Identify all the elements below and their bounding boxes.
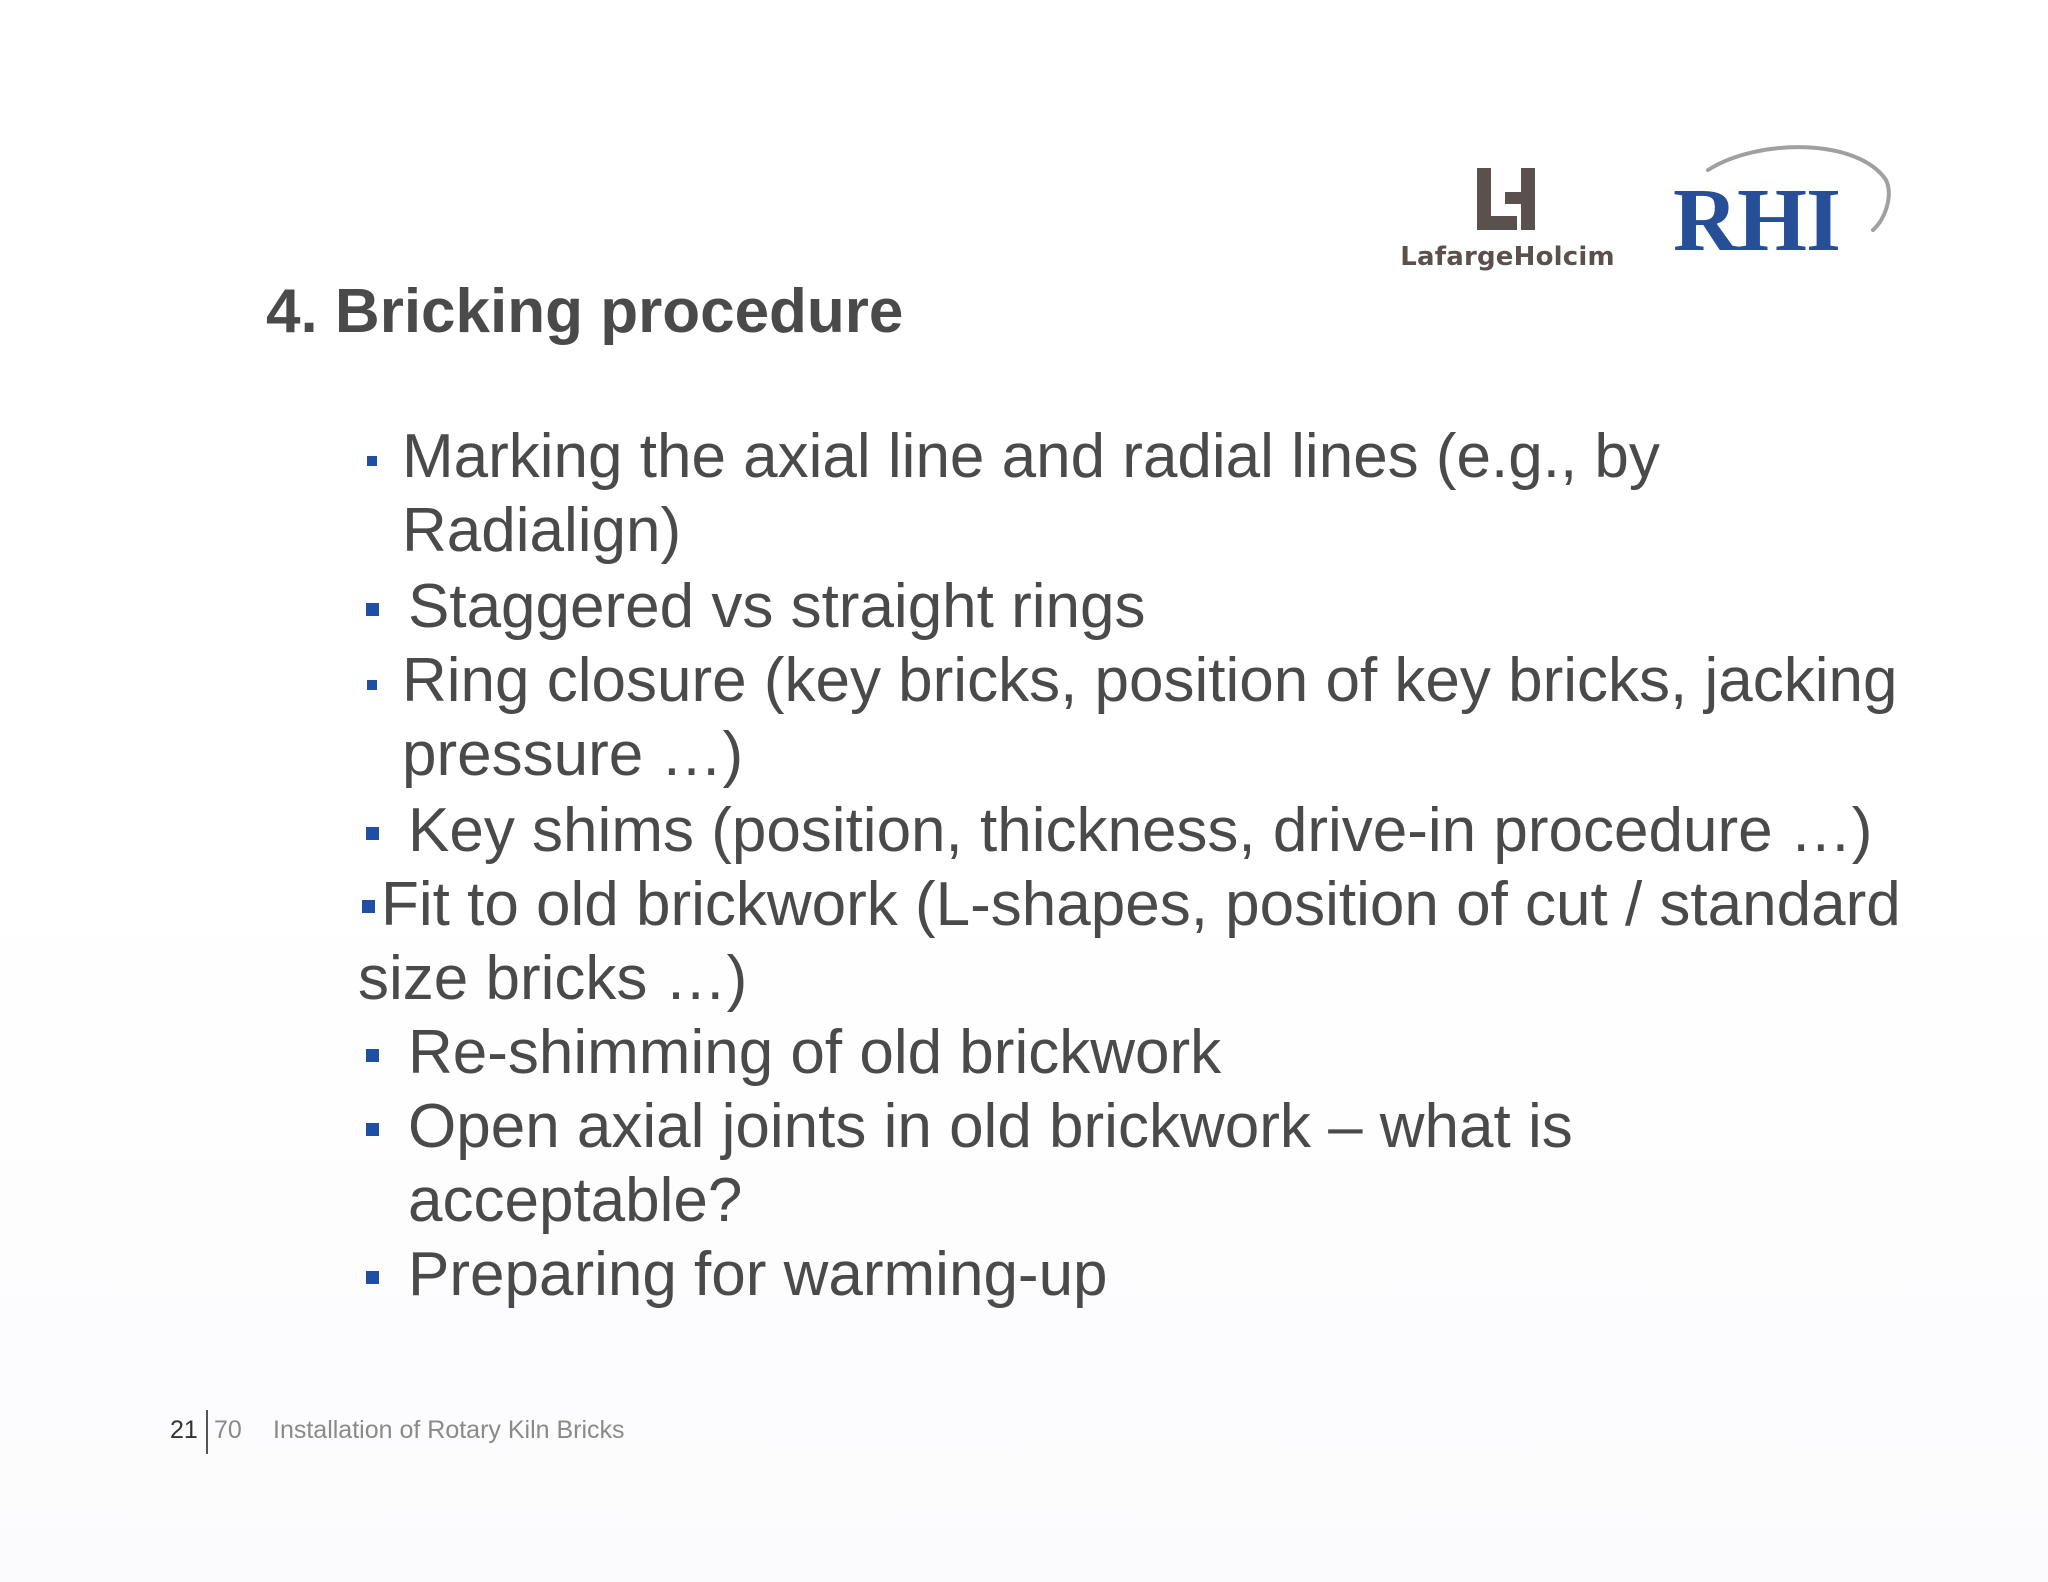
bullet-item [358, 1090, 1918, 1238]
square-bullet-icon [367, 680, 377, 690]
square-bullet-icon [366, 1271, 379, 1284]
square-bullet-icon [366, 827, 379, 840]
bullet-text: Staggered vs straight rings [408, 572, 1146, 641]
bullet-item [358, 1016, 1918, 1090]
bullet-item [358, 868, 1918, 1016]
bullet-text: Preparing for warming-up [408, 1240, 1108, 1309]
bullet-item [358, 794, 1918, 868]
bullet-item [358, 570, 1918, 644]
bullet-item [358, 644, 1918, 792]
bullet-text: Key shims (position, thickness, drive-in procedure …) [408, 796, 1873, 865]
square-bullet-icon [362, 900, 375, 913]
bullet-text: Fit to old brickwork (L-shapes, position of cut / standard size bricks …) [358, 870, 1901, 1013]
rhi-wordmark: RHI [1673, 171, 1841, 270]
page-number: 21 [170, 1416, 198, 1444]
bullet-text: Ring closure (key bricks, position of key bricks, jacking pressure …) [402, 646, 1898, 789]
lafargeholcim-mark-icon [1475, 168, 1541, 232]
square-bullet-icon [366, 603, 379, 616]
square-bullet-icon [366, 1123, 379, 1136]
total-pages: 70 [214, 1416, 242, 1444]
document-title: Installation of Rotary Kiln Bricks [273, 1416, 625, 1444]
bullet-item [358, 1238, 1918, 1312]
lafargeholcim-wordmark: LafargeHolcim [1400, 242, 1615, 272]
bullet-text: Re-shimming of old brickwork [408, 1018, 1222, 1087]
bullet-list [358, 420, 1918, 1312]
slide-title: 4. Bricking procedure [266, 277, 904, 346]
lafargeholcim-logo [1395, 168, 1620, 278]
bullet-item [358, 420, 1918, 568]
rhi-logo [1668, 140, 1898, 270]
footer-divider [206, 1410, 208, 1454]
bullet-text: Open axial joints in old brickwork – what is acceptable? [408, 1092, 1573, 1235]
bullet-text: Marking the axial line and radial lines (e.g., by Radialign) [402, 422, 1660, 565]
square-bullet-icon [367, 456, 377, 466]
square-bullet-icon [366, 1049, 379, 1062]
